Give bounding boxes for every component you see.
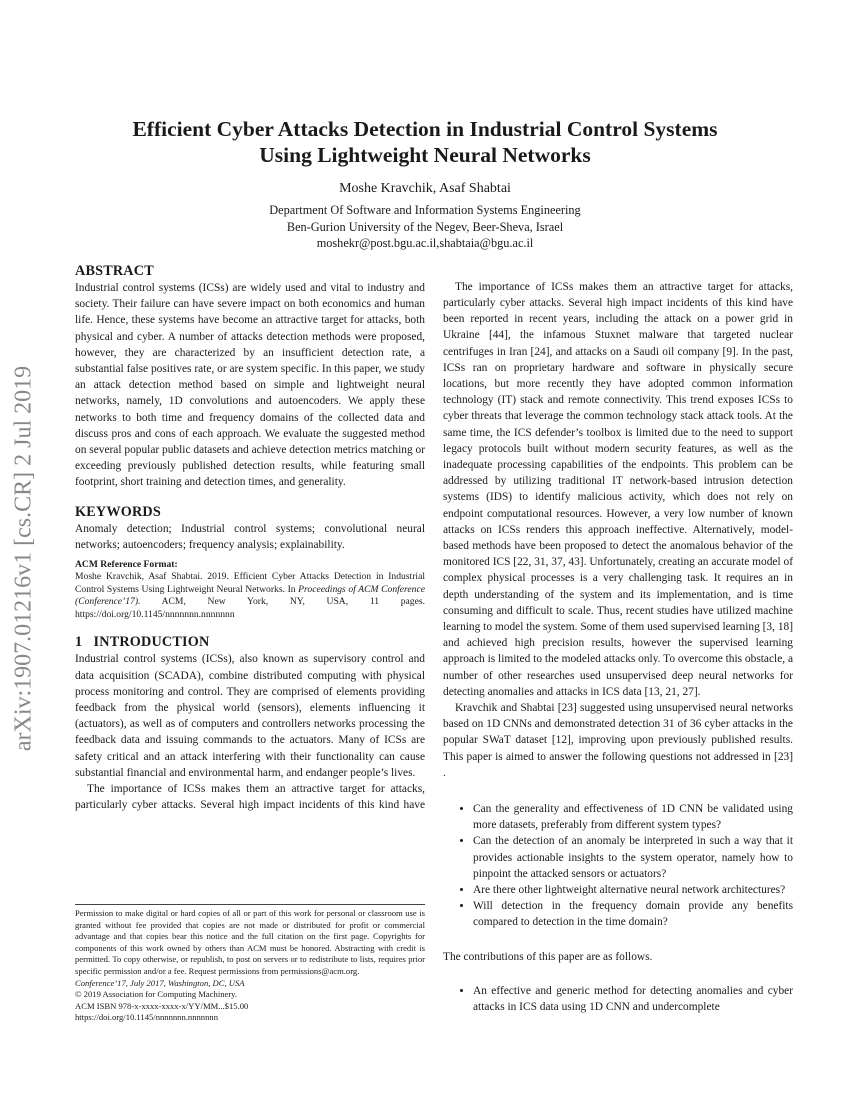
department: Department Of Software and Information Systems Engineering	[269, 203, 581, 217]
question-item: • Can the generality and effectiveness of 1D CNN be validated using more datasets, preferably from different system types?	[473, 801, 793, 833]
conference-info: Conference’17, July 2017, Washington, DC, USA	[75, 977, 245, 988]
keywords-text: Anomaly detection; Industrial control systems; convolutional neural networks; autoencoders; frequency analysis; explainability.	[75, 522, 425, 551]
paper-title	[60, 116, 790, 168]
contributions-intro: The contributions of this paper are as follows.	[443, 950, 653, 963]
question-item: • Are there other lightweight alternative neural network architectures?	[473, 882, 793, 898]
university: Ben-Gurion University of the Negev, Beer-Sheva, Israel	[286, 219, 564, 234]
intro-heading: 1 INTRODUCTION	[75, 634, 210, 651]
acm-ref-part2: ACM, New York, NY, USA, 11 pages. https://doi.org/10.1145/nnnnnnn.nnnnnnn	[75, 596, 425, 620]
isbn: ACM ISBN 978-x-xxxx-xxxx-x/YY/MM...$15.00	[75, 1000, 249, 1011]
acm-ref-text	[75, 571, 425, 621]
abstract-heading: ABSTRACT	[75, 263, 154, 279]
question-item: • Can the detection of an anomaly be interpreted in such a way that it provides actionable insights to the system operator, namely how to pinpoint the attacked sensors or actuators?	[473, 833, 793, 882]
abstract-text: Industrial control systems (ICSs) are widely used and vital to industry and society. Their failure can have severe impact on both economics and human life. Hence, these systems have become an attractive target for attacks, both physical and cyber. A number of attacks detection methods were proposed, however, they are characterized by an insufficient detection rate, a substantial false positives rate, or are system specific. In this paper, we study an attack detection method based on simple and lightweight neural networks, namely, 1D convolutions and autoencoders. We apply these networks to both time and frequency domains of the collected data and discuss pros and cons of each approach. We evaluate the suggested method on several popular public datasets and achieve detection metrics matching or exceeding previously published detection results, while featuring small footprint, short training and detection times, and generality.	[75, 282, 425, 489]
intro-paragraph-2-start: The importance of ICSs makes them an attractive target for attacks, particularly cyber attacks. Several high impact incidents of this kind have	[75, 783, 425, 812]
copyright: © 2019 Association for Computing Machinery.	[75, 989, 238, 1000]
keywords-heading: KEYWORDS	[75, 503, 161, 520]
contribution-item: • An effective and generic method for detecting anomalies and cyber attacks in ICS data using 1D CNN and undercomplete	[473, 983, 793, 1015]
questions-list	[443, 801, 793, 931]
question-item: • Will detection in the frequency domain provide any benefits compared to detection in the time domain?	[473, 898, 793, 930]
acm-ref-venue: Proceedings of ACM Conference (Conference’17).	[75, 583, 425, 608]
emails: moshekr@post.bgu.ac.il,shabtaia@bgu.ac.il	[316, 236, 534, 250]
arxiv-stamp: arXiv:1907.01216v1 [cs.CR] 2 Jul 2019	[10, 365, 37, 752]
acm-ref-part1: Moshe Kravchik, Asaf Shabtai. 2019. Efficient Cyber Attacks Detection in Industrial Control Systems Using Lightweight Neural Networks. In	[75, 571, 425, 595]
permission-notice: Permission to make digital or hard copies of all or part of this work for personal or classroom use is granted without fee provided that copies are not made or distributed for profit or commercial advantage and that copies bear this notice and the full citation on the first page. Copyrights for components of this work owned by others than ACM must be honored. Abstracting with credit is permitted. To copy otherwise, or republish, to post on servers or to redistribute to lists, requires prior specific permission and/or a fee. Request permissions from permissions@acm.org.	[75, 908, 425, 976]
doi: https://doi.org/10.1145/nnnnnnn.nnnnnnn	[75, 1012, 218, 1023]
title-line-1: Efficient Cyber Attacks Detection in Industrial Control Systems	[132, 117, 718, 141]
intro-paragraph-3: Kravchik and Shabtai [23] suggested using unsupervised neural networks based on 1D CNNs and demonstrated detection 31 of 36 cyber attacks in the popular SWaT dataset [12], improving upon previously published results. This paper is aimed to answer the following questions not addressed in [23] .	[443, 702, 793, 779]
intro-paragraph-2-text: The importance of ICSs makes them an attractive target for attacks, particularly cyber attacks. Several high impact incidents of this kind have been reported in recent years, including the attack on a power grid in Ukraine [44], the infamous Stuxnet malware that targeted nuclear centrifuges in Iran [24], and attacks on a Saudi oil company [9]. In the past, ICSs ran on proprietary hardware and software in physically secure locations, but more recently they have adopted common information technology (IT) stack and remote connectivity. This trend exposes ICSs to cyber threats that leverage the common technology stack attack tools. At the same time, the ICS defender’s toolbox is limited due to the need to support legacy protocols built without modern security features, as well as the inadequate processing capabilities of the endpoints. This problem can be addressed by utilizing traditional IT network-based intrusion detection systems (IDS) to identify malicious activity, which does not rely on endpoint computational resources. However, a very low number of known attacks on ICSs renders this approach ineffective. Alternatively, model-based methods have been proposed to detect the anomalous behavior of the monitored ICS [22, 31, 37, 43]. Unfortunately, creating an accurate model of complex physical processes is a very challenging task. It requires an in depth understanding of the system and its implementation, and is time consuming and difficult to scale. Thus, recent studies have utilized machine learning to model the system. Some of them used supervised learning [3, 18] and achieved high precision results, however the supervised learning approach is limited to the modeled attacks only. To overcome this obstacle, a number of other researches used unsupervised deep neural networks for detecting anomalies and attacks in ICS data [13, 21, 27].	[443, 280, 793, 698]
title-line-2: Using Lightweight Neural Networks	[259, 143, 591, 167]
intro-paragraph-1: Industrial control systems (ICSs), also known as supervisory control and data acquisition (SCADA), combine distributed computing with physical process monitoring and control. They are comprised of elements providing feedback from the physical world (sensors), elements influencing it (actuators), as well as of computers and controllers networks processing the feedback data and issuing commands to the actuators. Many of ICSs are safety critical and an attack interfering with their functionality can cause substantial financial and environmental harm, and endanger people’s lives.	[75, 653, 425, 779]
footnote	[75, 904, 425, 1024]
contributions-list	[443, 983, 793, 1015]
authors: Moshe Kravchik, Asaf Shabtai	[339, 181, 511, 196]
intro-paragraph-2-cont	[443, 262, 793, 700]
right-column	[443, 262, 793, 1015]
affiliation	[0, 202, 850, 252]
acm-ref-heading: ACM Reference Format:	[75, 559, 178, 571]
left-column	[75, 262, 425, 813]
